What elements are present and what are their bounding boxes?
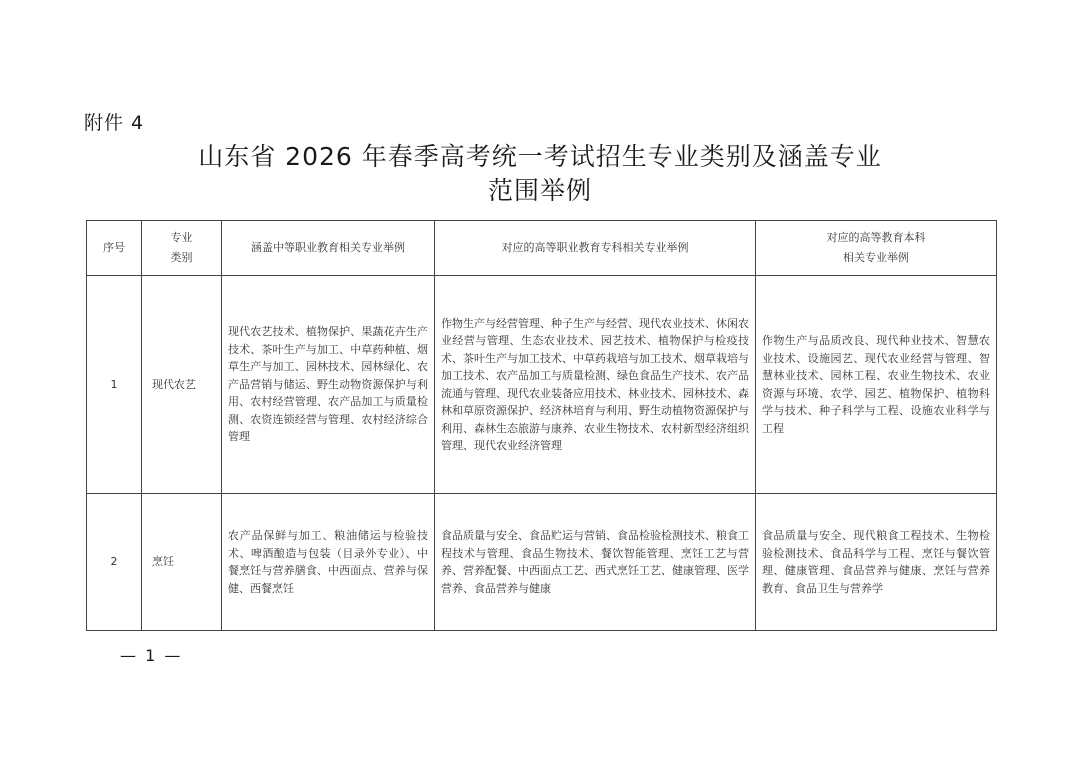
- major-category-table: [86, 220, 997, 631]
- table-row: [87, 494, 997, 631]
- table-header-row: [87, 221, 997, 276]
- cell-bachelor: 食品质量与安全、现代粮食工程技术、生物检验检测技术、食品科学与工程、烹饪与餐饮管理、健康管理、食品营养与健康、烹饪与营养教育、食品卫生与营养学: [756, 494, 997, 631]
- cell-category: 烹饪: [142, 494, 222, 631]
- header-category: [142, 221, 222, 276]
- header-bachelor-line1: 对应的高等教育本科: [826, 231, 926, 244]
- header-no: 序号: [87, 221, 142, 276]
- cell-vocational: 食品质量与安全、食品贮运与营销、食品检验检测技术、粮食工程技术与管理、食品生物技术、餐饮智能管理、烹饪工艺与营养、营养配餐、中西面点工艺、西式烹饪工艺、健康管理、医学营养、食品营养与健康: [435, 494, 756, 631]
- header-bachelor: [756, 221, 997, 276]
- header-category-line1: 专业: [170, 231, 193, 244]
- cell-no: 1: [87, 276, 142, 494]
- page-number: — 1 —: [120, 646, 183, 665]
- document-title-line1: 山东省 2026 年春季高考统一考试招生专业类别及涵盖专业: [198, 142, 882, 171]
- cell-vocational: 作物生产与经营管理、种子生产与经营、现代农业技术、休闲农业经营与管理、生态农业技术、园艺技术、植物保护与检疫技术、茶叶生产与加工技术、中草药栽培与加工技术、烟草栽培与加工技术、农产品加工与质量检测、绿色食品生产技术、农产品流通与管理、现代农业装备应用技术、林业技术、园林技术、森林和草原资源保护、经济林培育与利用、野生动植物资源保护与利用、森林生态旅游与康养、农业生物技术、农村新型经济组织管理、现代农业经济管理: [435, 276, 756, 494]
- cell-category: 现代农艺: [142, 276, 222, 494]
- cell-secondary: 现代农艺技术、植物保护、果蔬花卉生产技术、茶叶生产与加工、中草药种植、烟草生产与加工、园林技术、园林绿化、农产品营销与储运、野生动物资源保护与利用、农村经营管理、农产品加工与质量检测、农资连锁经营与管理、农村经济综合管理: [222, 276, 435, 494]
- header-secondary: 涵盖中等职业教育相关专业举例: [222, 221, 435, 276]
- cell-secondary: 农产品保鲜与加工、粮油储运与检验技术、啤酒酿造与包装（目录外专业）、中餐烹饪与营养膳食、中西面点、营养与保健、西餐烹饪: [222, 494, 435, 631]
- table-row: [87, 276, 997, 494]
- attachment-label: 附件 4: [84, 112, 145, 134]
- header-vocational: 对应的高等职业教育专科相关专业举例: [435, 221, 756, 276]
- header-category-line2: 类别: [170, 251, 193, 264]
- cell-no: 2: [87, 494, 142, 631]
- header-bachelor-line2: 相关专业举例: [843, 251, 909, 264]
- cell-bachelor: 作物生产与品质改良、现代种业技术、智慧农业技术、设施园艺、现代农业经营与管理、智慧林业技术、园林工程、农业生物技术、农业资源与环境、农学、园艺、植物保护、植物科学与技术、种子科学与工程、设施农业科学与工程: [756, 276, 997, 494]
- document-title-line2: 范围举例: [487, 176, 592, 205]
